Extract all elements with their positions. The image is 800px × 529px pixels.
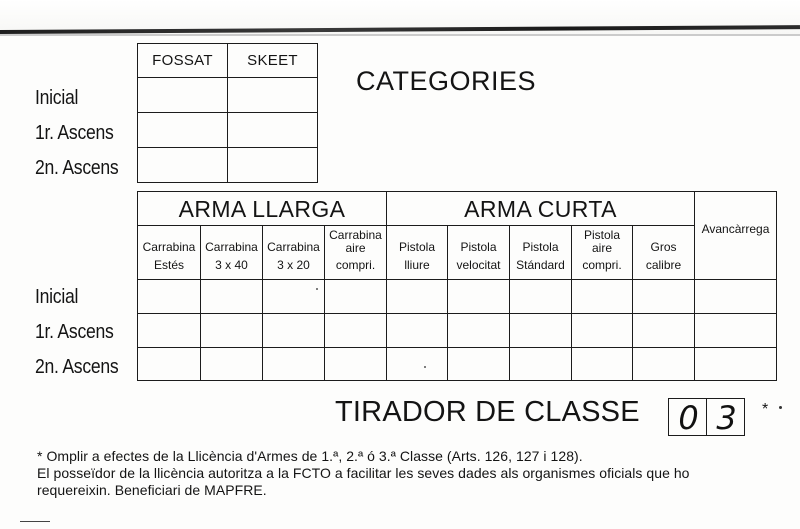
categories-table [137, 43, 318, 183]
fossat-2n-ascens-cell[interactable] [138, 148, 228, 183]
footer-note-2: El posseïdor de la llicència autoritza a la FCTO a facilitar les seves dades als organismes oficials que ho [37, 465, 690, 481]
row-label-1r-ascens: 1r. Ascens [35, 122, 114, 144]
dot-mark [779, 406, 782, 409]
column-header-pistola-lliure: Pistola lliure [387, 226, 448, 280]
table-cell[interactable] [448, 314, 510, 348]
table-cell[interactable] [201, 314, 263, 348]
table-cell[interactable] [325, 348, 387, 381]
table-cell[interactable] [633, 314, 695, 348]
table-cell[interactable] [201, 280, 263, 314]
table-cell[interactable] [325, 280, 387, 314]
skeet-2n-ascens-cell[interactable] [228, 148, 318, 183]
row-label-1r-ascens: 1r. Ascens [35, 321, 114, 343]
column-header-skeet: SKEET [228, 44, 318, 78]
row-label-inicial: Inicial [35, 286, 79, 308]
table-cell[interactable] [263, 314, 325, 348]
column-header-carrabina-aire: Carrabina aire compri. [325, 226, 387, 280]
table-cell[interactable] [387, 280, 448, 314]
footer-note-1: * Omplir a efectes de la Llicència d'Armes de 1.ª, 2.ª ó 3.ª Classe (Arts. 126, 127 i 128). [37, 448, 583, 464]
column-header-carrabina-estes: Carrabina Estés [138, 226, 201, 280]
column-header-gros-calibre: Gros calibre [633, 226, 695, 280]
table-cell[interactable] [695, 348, 777, 381]
row-1r-ascens [138, 314, 777, 348]
class-digit-1: 0 [678, 399, 699, 437]
table-cell[interactable] [633, 348, 695, 381]
column-header-fossat: FOSSAT [138, 44, 228, 78]
row-label-2n-ascens: 2n. Ascens [35, 157, 119, 179]
table-cell[interactable] [201, 348, 263, 381]
categories-title: CATEGORIES [356, 66, 537, 96]
tirador-de-classe-label: TIRADOR DE CLASSE [335, 396, 640, 428]
table-cell[interactable] [263, 348, 325, 381]
table-cell[interactable] [448, 280, 510, 314]
table-cell[interactable] [572, 314, 633, 348]
table-cell[interactable] [387, 314, 448, 348]
class-digit-box-2[interactable] [706, 398, 745, 436]
table-cell[interactable] [633, 280, 695, 314]
table-cell[interactable] [510, 348, 572, 381]
scan-mark [20, 521, 50, 522]
table-cell[interactable] [325, 314, 387, 348]
column-header-avancarrega: Avancàrrega [695, 192, 777, 280]
row-label-inicial: Inicial [35, 87, 79, 109]
skeet-inicial-cell[interactable] [228, 78, 318, 113]
class-digit-2: 3 [716, 399, 737, 437]
footer-notes [37, 448, 797, 499]
fossat-1r-ascens-cell[interactable] [138, 113, 228, 148]
fossat-inicial-cell[interactable] [138, 78, 228, 113]
table-cell[interactable] [572, 348, 633, 381]
column-header-pistola-standard: Pistola Stándard [510, 226, 572, 280]
column-header-carrabina-3x40: Carrabina 3 x 40 [201, 226, 263, 280]
scan-speck [424, 366, 426, 368]
table-cell[interactable] [448, 348, 510, 381]
table-cell[interactable] [138, 314, 201, 348]
table-cell[interactable] [572, 280, 633, 314]
group-header-arma-llarga: ARMA LLARGA [138, 192, 387, 226]
weapons-table [137, 191, 777, 381]
scan-speck [316, 288, 318, 290]
column-header-pistola-aire: Pistola aire compri. [572, 226, 633, 280]
row-2n-ascens [138, 348, 777, 381]
top-border-shadow [0, 34, 800, 36]
row-label-2n-ascens: 2n. Ascens [35, 356, 119, 378]
group-header-arma-curta: ARMA CURTA [387, 192, 695, 226]
table-cell[interactable] [138, 348, 201, 381]
table-cell[interactable] [695, 280, 777, 314]
table-cell[interactable] [510, 314, 572, 348]
class-digit-box-1[interactable] [668, 398, 707, 436]
asterisk-mark: * [762, 401, 769, 418]
column-header-carrabina-3x20: Carrabina 3 x 20 [263, 226, 325, 280]
column-header-pistola-velocitat: Pistola velocitat [448, 226, 510, 280]
table-cell[interactable] [695, 314, 777, 348]
footer-note-3: requereixin. Beneficiari de MAPFRE. [37, 482, 267, 498]
table-cell[interactable] [138, 280, 201, 314]
table-cell[interactable] [510, 280, 572, 314]
table-cell[interactable] [263, 280, 325, 314]
row-inicial [138, 280, 777, 314]
table-cell[interactable] [387, 348, 448, 381]
skeet-1r-ascens-cell[interactable] [228, 113, 318, 148]
